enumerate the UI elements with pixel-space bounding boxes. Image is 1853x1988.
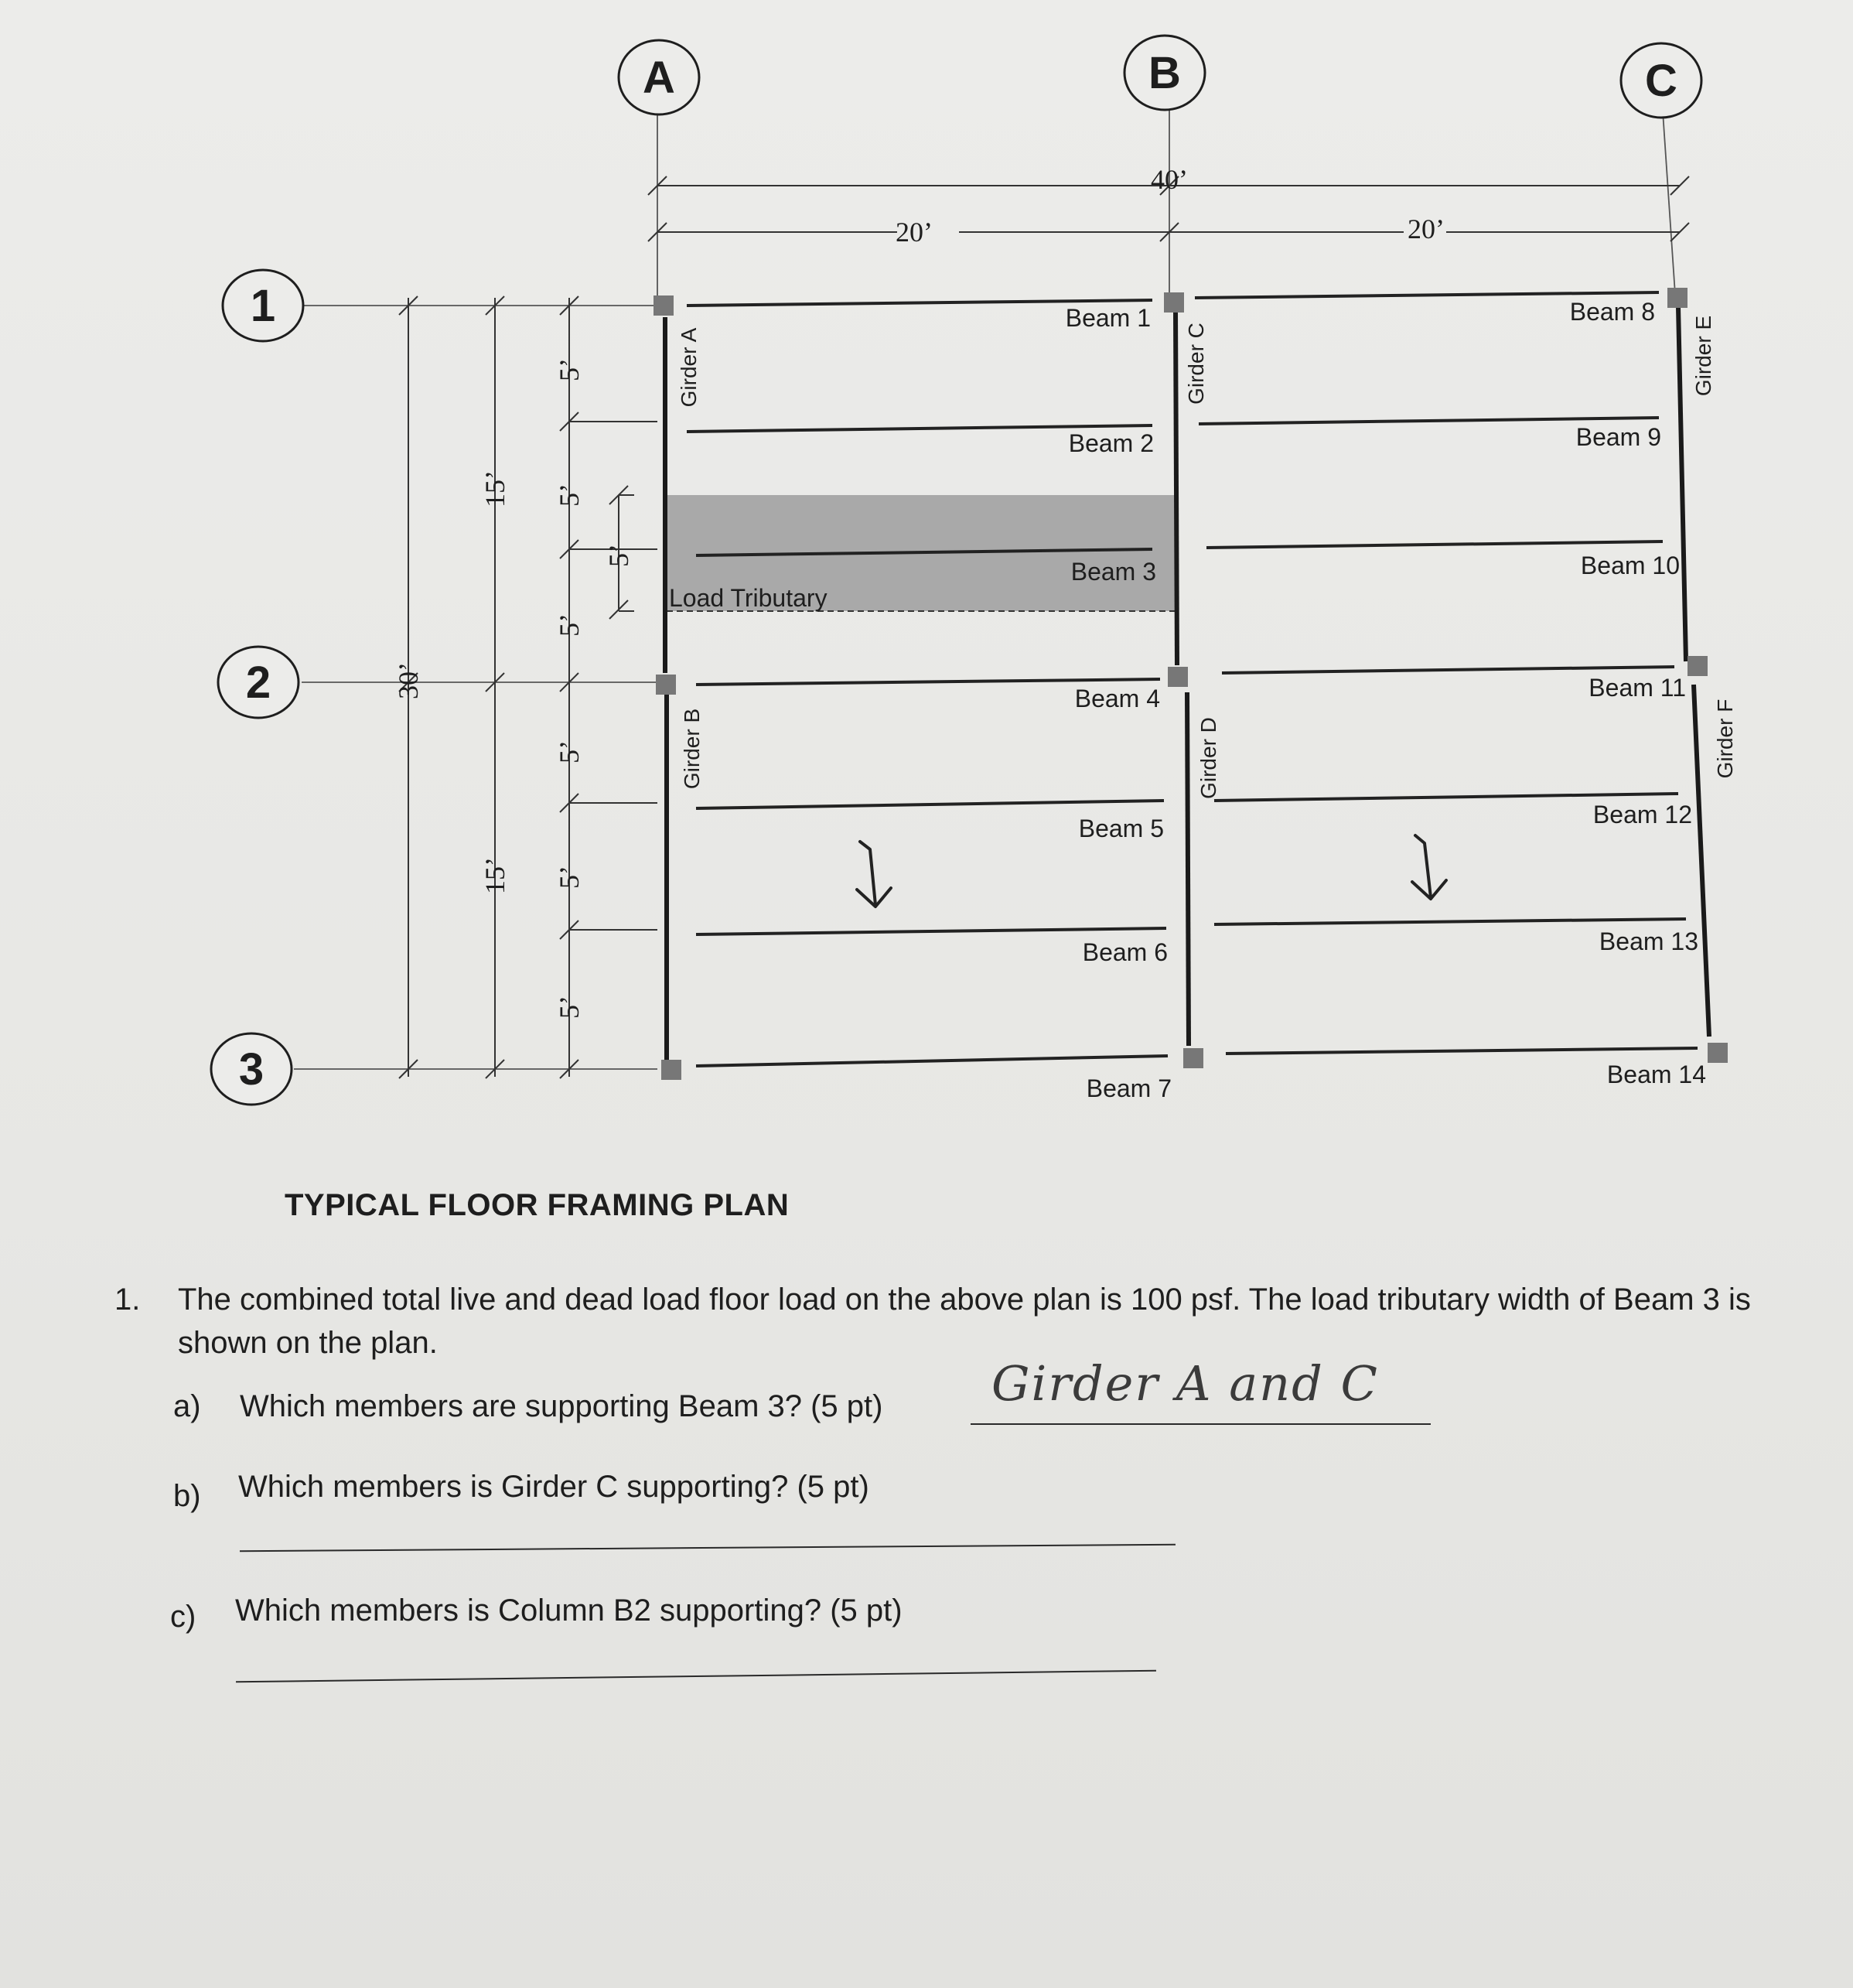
beam-13-line xyxy=(1214,919,1686,924)
beam-9-label: Beam 9 xyxy=(1575,423,1661,451)
dim-spacing-5: 5’ xyxy=(554,866,585,889)
one-way-span-arrow-icon xyxy=(857,842,891,907)
girder-f-line xyxy=(1694,685,1709,1037)
grid-label-b: B xyxy=(1148,48,1181,98)
beam-6-line xyxy=(696,928,1166,934)
beam-14-line xyxy=(1226,1048,1698,1054)
plan-title: TYPICAL FLOOR FRAMING PLAN xyxy=(285,1188,790,1222)
beam-13-label: Beam 13 xyxy=(1599,927,1698,955)
beam-7-label: Beam 7 xyxy=(1086,1074,1172,1102)
beam-1-label: Beam 1 xyxy=(1065,304,1151,332)
answer-line-b[interactable] xyxy=(240,1544,1176,1552)
beam-5-line xyxy=(696,801,1164,808)
one-way-span-arrow-icon xyxy=(1412,835,1446,899)
column-a3 xyxy=(661,1060,681,1080)
question-a-text: Which members are supporting Beam 3? (5 pt) xyxy=(240,1389,883,1423)
beam-3-label: Beam 3 xyxy=(1070,558,1156,586)
girder-d-line xyxy=(1187,692,1189,1046)
beam-8-label: Beam 8 xyxy=(1569,298,1655,326)
beam-6-label: Beam 6 xyxy=(1082,938,1168,966)
column-c1 xyxy=(1667,288,1687,308)
beam-2-label: Beam 2 xyxy=(1068,429,1154,457)
beams xyxy=(687,292,1698,1066)
question-a-letter: a) xyxy=(173,1389,201,1423)
dim-half-lower: 15’ xyxy=(479,857,510,894)
beam-10-label: Beam 10 xyxy=(1580,552,1680,579)
dim-bay-right: 20’ xyxy=(1408,213,1445,244)
girder-e-label: Girder E xyxy=(1691,315,1715,397)
left-dimensions xyxy=(399,296,657,1078)
girder-a-label: Girder A xyxy=(677,327,701,408)
question-b-letter: b) xyxy=(173,1479,201,1513)
question-c-letter: c) xyxy=(170,1600,196,1634)
dim-spacing-3: 5’ xyxy=(554,613,585,637)
beam-14-label: Beam 14 xyxy=(1606,1061,1706,1088)
grid-label-1: 1 xyxy=(250,281,276,331)
grid-label-3: 3 xyxy=(238,1044,264,1095)
dim-overall-height: 30’ xyxy=(393,662,424,699)
beam-12-line xyxy=(1214,794,1678,801)
dim-spacing-2: 5’ xyxy=(554,483,585,507)
dim-overall-width: 40’ xyxy=(1151,164,1188,195)
beam-8-line xyxy=(1195,292,1659,298)
girder-e-line xyxy=(1678,306,1686,661)
girder-d-label: Girder D xyxy=(1196,717,1220,799)
beam-4-label: Beam 4 xyxy=(1074,685,1160,712)
dim-spacing-6: 5’ xyxy=(554,996,585,1019)
dim-half-upper: 15’ xyxy=(479,470,510,507)
column-a2 xyxy=(656,675,676,695)
load-tributary-label: Load Tributary xyxy=(669,584,828,612)
beam-11-line xyxy=(1222,667,1674,673)
question-b-text: Which members is Girder C supporting? (5 pt) xyxy=(238,1470,869,1504)
column-b1 xyxy=(1164,292,1184,313)
question-c-text: Which members is Column B2 supporting? (5 pt) xyxy=(235,1593,903,1628)
girder-c-label: Girder C xyxy=(1184,323,1208,405)
grid-label-a: A xyxy=(643,53,675,103)
dim-bay-left: 20’ xyxy=(896,217,933,248)
dim-spacing-1: 5’ xyxy=(554,358,585,381)
question-1-number: 1. xyxy=(114,1283,141,1317)
answer-line-c[interactable] xyxy=(236,1670,1156,1683)
beam-4-line xyxy=(696,679,1160,685)
answer-line-a[interactable] xyxy=(971,1423,1431,1425)
column-b3 xyxy=(1183,1048,1203,1068)
girder-f-label: Girder F xyxy=(1713,699,1737,779)
beam-10-line xyxy=(1206,541,1663,548)
beam-7-line xyxy=(696,1056,1168,1066)
girder-c-line xyxy=(1176,311,1177,665)
beam-5-label: Beam 5 xyxy=(1078,815,1164,842)
grid-label-c: C xyxy=(1645,56,1677,106)
question-1-text: The combined total live and dead load floor load on the above plan is 100 psf. The load tributary width of Beam 3 is shown on the plan. xyxy=(178,1283,1751,1360)
beam-12-label: Beam 12 xyxy=(1592,801,1692,828)
dim-spacing-4: 5’ xyxy=(554,740,585,763)
girder-b-label: Girder B xyxy=(680,708,704,790)
dim-tributary: 5’ xyxy=(603,544,634,567)
column-a1 xyxy=(653,295,674,316)
beam-11-label: Beam 11 xyxy=(1589,674,1686,702)
column-c3 xyxy=(1708,1043,1728,1063)
column-b2 xyxy=(1168,667,1188,687)
grid-label-2: 2 xyxy=(245,658,271,708)
column-c2 xyxy=(1687,656,1708,676)
answer-a-handwriting: Girder A and C xyxy=(991,1355,1379,1412)
